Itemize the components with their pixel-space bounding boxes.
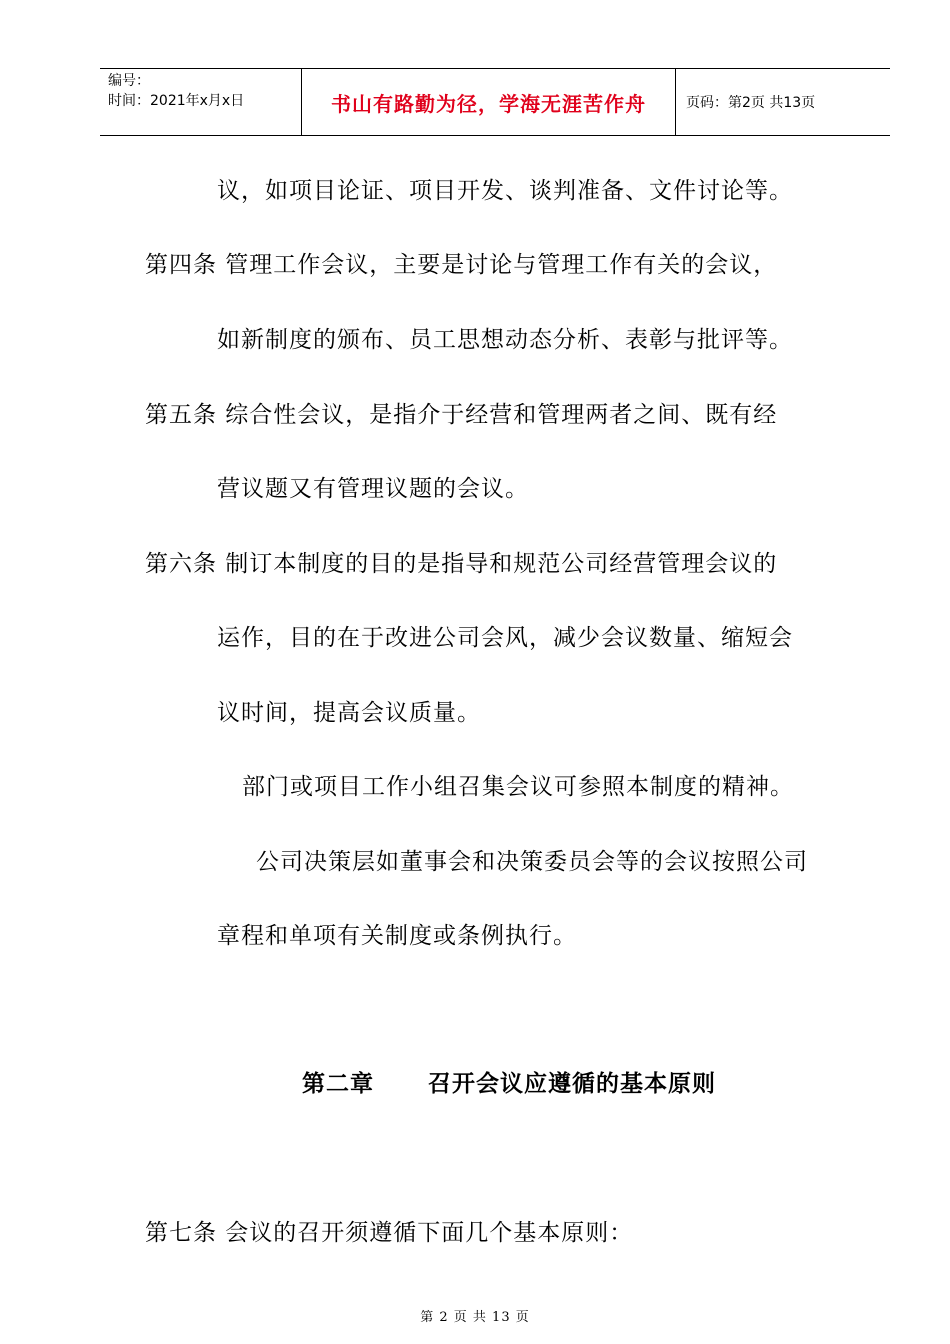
body-line-5: 营议题又有管理议题的会议。: [217, 476, 529, 502]
body-line-10: 公司决策层如董事会和决策委员会等的会议按照公司: [256, 849, 808, 875]
document-number-label: 编号：: [108, 73, 150, 89]
header-meta: [100, 69, 302, 135]
header-motto: 书山有路勤为径，学海无涯苦作舟: [302, 69, 676, 135]
body-line-8: 议时间，提高会议质量。: [217, 700, 481, 726]
article-five: 第五条 综合性会议，是指介于经营和管理两者之间、既有经: [145, 402, 778, 428]
footer-page-number: 第 2 页 共 13 页: [420, 1310, 530, 1325]
body-line-1: 议，如项目论证、项目开发、谈判准备、文件讨论等。: [217, 178, 793, 204]
page-footer: [0, 1306, 950, 1325]
article-seven: 第七条 会议的召开须遵循下面几个基本原则：: [145, 1220, 634, 1246]
body-line-11: 章程和单项有关制度或条例执行。: [217, 923, 577, 949]
body-line-7: 运作，目的在于改进公司会风，减少会议数量、缩短会: [217, 625, 793, 651]
chapter-title-text: 第二章 召开会议应遵循的基本原则: [302, 1071, 717, 1097]
document-time-label: 时间：2021年x月x日: [108, 93, 245, 109]
body-line-3: 如新制度的颁布、员工思想动态分析、表彰与批评等。: [217, 327, 793, 353]
article-four: 第四条 管理工作会议，主要是讨论与管理工作有关的会议，: [145, 252, 778, 278]
article-six: 第六条 制订本制度的目的是指导和规范公司经营管理会议的: [145, 551, 778, 577]
page-header: [100, 68, 890, 136]
body-line-9: 部门或项目工作小组召集会议可参照本制度的精神。: [242, 774, 794, 800]
header-page-info: 页码：第2页 共13页: [686, 95, 816, 111]
chapter-title: [302, 1065, 716, 1098]
